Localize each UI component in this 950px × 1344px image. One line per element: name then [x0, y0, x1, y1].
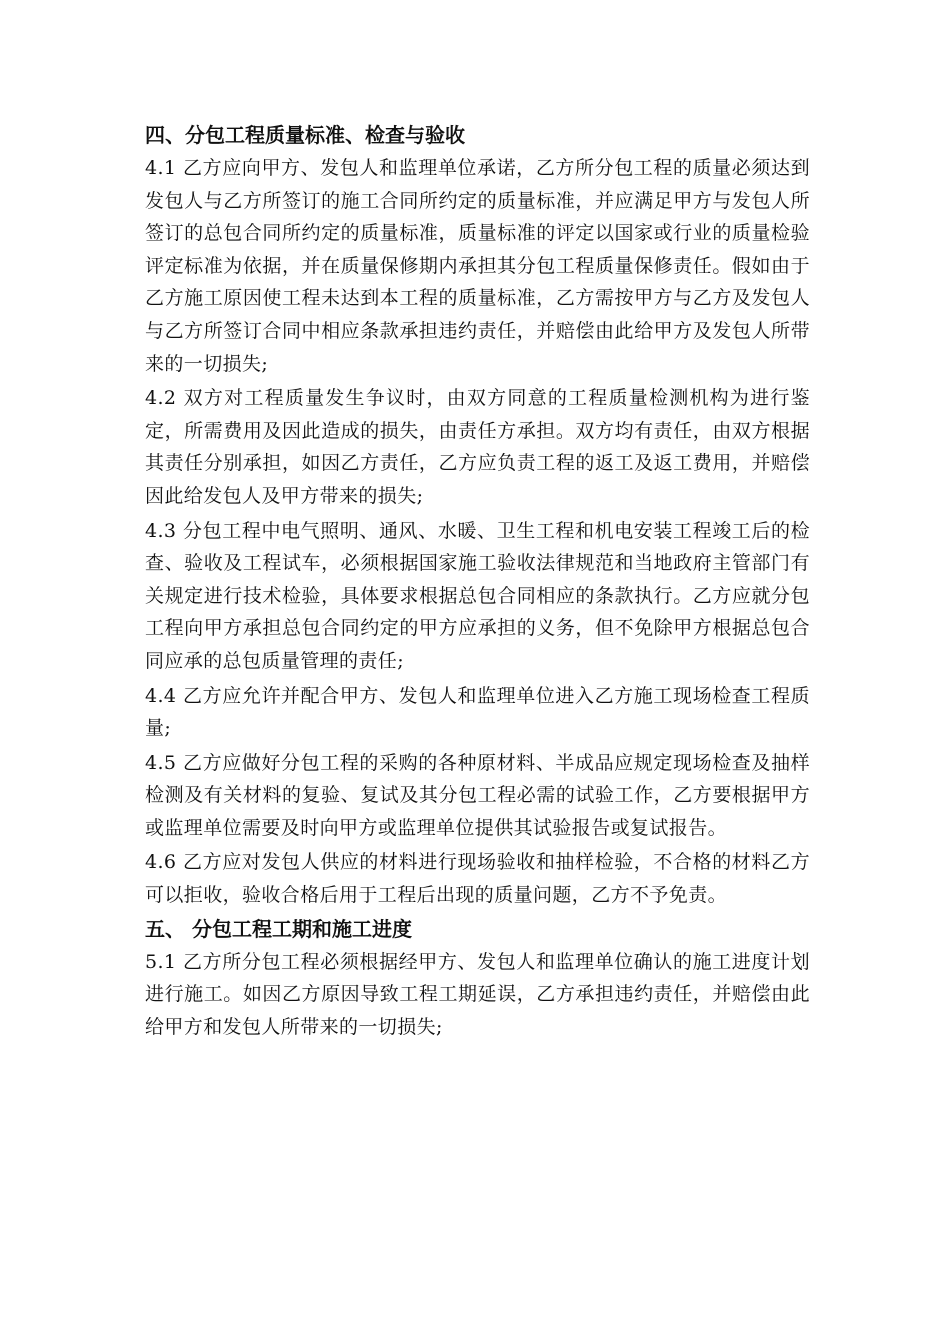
clause-4-1: 4.1 乙方应向甲方、发包人和监理单位承诺，乙方所分包工程的质量必须达到发包人与乙方所签订的施工合同所约定的质量标准，并应满足甲方与发包人所签订的总包合同所约定的质量标准，质量标准的评定以国家或行业的质量检验评定标准为依据，并在质量保修期内承担其分包工程质量保修责任。假如由于乙方施工原因使工程未达到本工程的质量标准，乙方需按甲方与乙方及发包人与乙方所签订合同中相应条款承担违约责任，并赔偿由此给甲方及发包人所带来的一切损失; [145, 157, 810, 375]
clause-4-5: 4.5 乙方应做好分包工程的采购的各种原材料、半成品应规定现场检查及抽样检测及有关材料的复验、复试及其分包工程必需的试验工作，乙方要根据甲方或监理单位需要及时向甲方或监理单位提供其试验报告或复试报告。 [145, 751, 810, 839]
section-heading-5: 五、 分包工程工期和施工进度 [145, 916, 412, 941]
clause-4-3: 4.3 分包工程中电气照明、通风、水暖、卫生工程和机电安装工程竣工后的检查、验收及工程试车，必须根据国家施工验收法律规范和当地政府主管部门有关规定进行技术检验，具体要求根据总包合同相应的条款执行。乙方应就分包工程向甲方承担总包合同约定的甲方应承担的义务，但不免除甲方根据总包合同应承的总包质量管理的责任; [145, 519, 810, 672]
section-heading-4: 四、分包工程质量标准、检查与验收 [145, 123, 465, 147]
clause-4-4: 4.4 乙方应允许并配合甲方、发包人和监理单位进入乙方施工现场检查工程质量; [145, 684, 810, 740]
document-body [145, 118, 810, 1043]
clause-5-1: 5.1 乙方所分包工程必须根据经甲方、发包人和监理单位确认的施工进度计划进行施工。如因乙方原因导致工程工期延误，乙方承担违约责任，并赔偿由此给甲方和发包人所带来的一切损失; [145, 950, 810, 1038]
clause-4-2: 4.2 双方对工程质量发生争议时，由双方同意的工程质量检测机构为进行鉴定，所需费用及因此造成的损失，由责任方承担。双方均有责任，由双方根据其责任分别承担，如因乙方责任，乙方应负责工程的返工及返工费用，并赔偿因此给发包人及甲方带来的损失; [145, 387, 810, 507]
clause-4-6: 4.6 乙方应对发包人供应的材料进行现场验收和抽样检验，不合格的材料乙方可以拒收，验收合格后用于工程后出现的质量问题，乙方不予免责。 [145, 851, 810, 907]
